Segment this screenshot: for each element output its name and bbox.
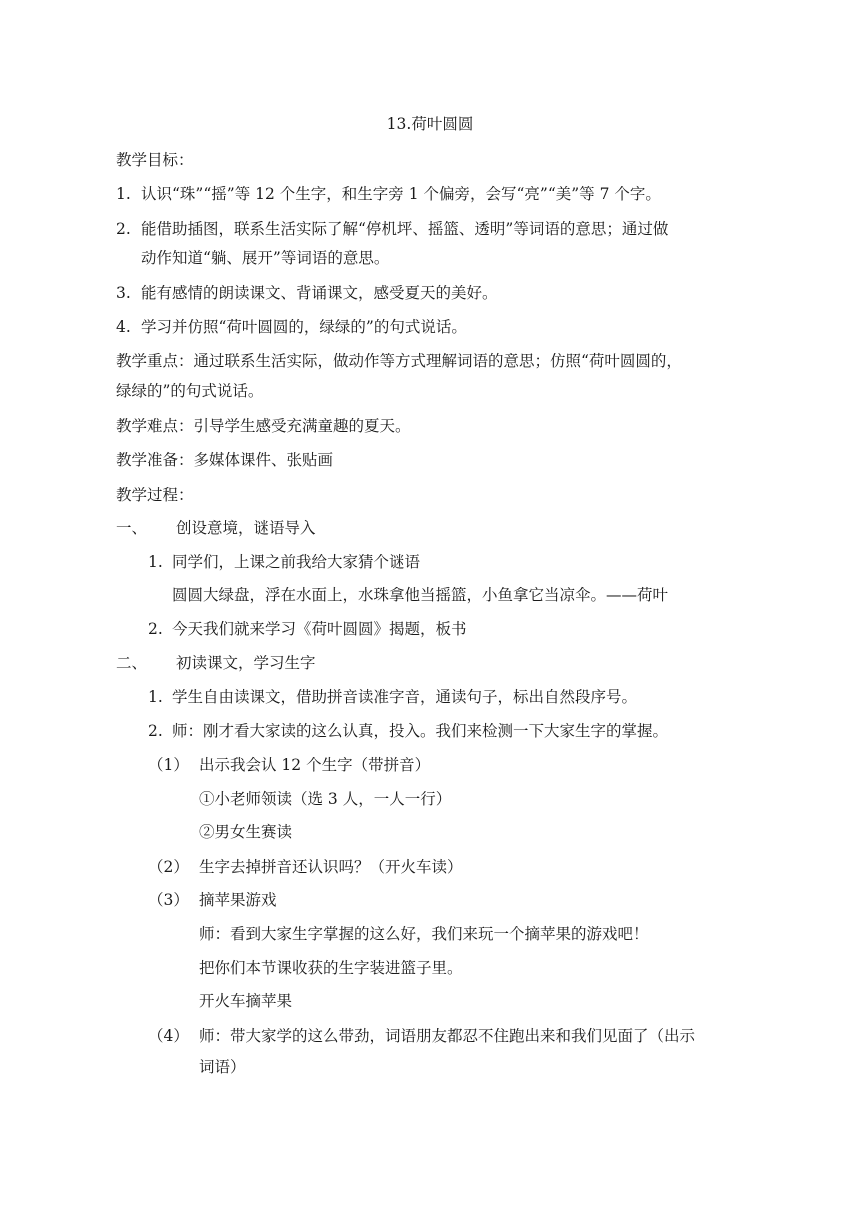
step-4-text: 师：带大家学的这么带劲，词语朋友都忍不住跑出来和我们见面了（出示	[199, 1027, 696, 1045]
section-1-item-2-text: 今天我们就来学习《荷叶圆圆》揭题，板书	[172, 620, 467, 638]
step-2-num: （2）	[148, 858, 189, 876]
step-4-num: （4）	[148, 1027, 189, 1045]
objective-2-text-cont: 动作知道“躺、展开”等词语的意思。	[141, 249, 390, 267]
section-2-title: 初读课文，学习生字	[176, 654, 316, 672]
step-3-num: （3）	[148, 891, 189, 909]
section-1-num: 一、	[116, 519, 148, 537]
objective-4-text: 学习并仿照“荷叶圆圆的，绿绿的”的句式说话。	[141, 318, 467, 336]
step-1-sub-1: ①小老师领读（选 3 人，一人一行）	[199, 790, 452, 808]
section-2-num: 二、	[116, 654, 148, 672]
objectives-heading: 教学目标：	[116, 151, 194, 169]
step-1-num: （1）	[148, 756, 189, 774]
objective-4-num: 4.	[116, 318, 131, 336]
step-1-sub-2: ②男女生赛读	[199, 823, 293, 841]
section-1-item-1-num: 1.	[148, 553, 163, 571]
section-1-item-1-text: 同学们，上课之前我给大家猜个谜语	[172, 553, 421, 571]
step-3-sub-3: 开火车摘苹果	[199, 992, 293, 1010]
step-1-text: 出示我会认 12 个生字（带拼音）	[199, 756, 431, 774]
section-2-item-2-text: 师：刚才看大家读的这么认真，投入。我们来检测一下大家生字的掌握。	[172, 722, 669, 740]
step-3-sub-1: 师：看到大家生字掌握的这么好，我们来玩一个摘苹果的游戏吧！	[199, 925, 649, 943]
key-points: 教学重点：通过联系生活实际，做动作等方式理解词语的意思；仿照“荷叶圆圆的，	[116, 352, 682, 370]
objective-3-num: 3.	[116, 284, 131, 302]
objective-1-text: 认识“珠”“摇”等 12 个生字，和生字旁 1 个偏旁，会写“亮”“美”等 7 个字。	[141, 185, 661, 203]
doc-title: 13.荷叶圆圆	[386, 115, 474, 133]
step-3-text: 摘苹果游戏	[199, 891, 277, 909]
difficulties: 教学难点：引导学生感受充满童趣的夏天。	[116, 417, 411, 435]
section-1-title: 创设意境，谜语导入	[176, 519, 316, 537]
step-2-text: 生字去掉拼音还认识吗？（开火车读）	[199, 858, 463, 876]
key-points-cont: 绿绿的”的句式说话。	[116, 382, 264, 400]
riddle-text: 圆圆大绿盘，浮在水面上，水珠拿他当摇篮，小鱼拿它当凉伞。——荷叶	[172, 586, 669, 604]
step-3-sub-2: 把你们本节课收获的生字装进篮子里。	[199, 959, 463, 977]
objective-2-num: 2.	[116, 220, 131, 238]
section-2-item-2-num: 2.	[148, 722, 163, 740]
section-2-item-1-text: 学生自由读课文，借助拼音读准字音，通读句子，标出自然段序号。	[172, 688, 638, 706]
step-4-text-cont: 词语）	[199, 1058, 246, 1076]
section-2-item-1-num: 1.	[148, 688, 163, 706]
section-1-item-2-num: 2.	[148, 620, 163, 638]
preparation: 教学准备：多媒体课件、张贴画	[116, 451, 334, 469]
objective-1-num: 1.	[116, 185, 131, 203]
process-heading: 教学过程：	[116, 486, 194, 504]
objective-2-text: 能借助插图，联系生活实际了解“停机坪、摇篮、透明”等词语的意思；通过做	[141, 220, 669, 238]
objective-3-text: 能有感情的朗读课文、背诵课文，感受夏天的美好。	[141, 284, 498, 302]
